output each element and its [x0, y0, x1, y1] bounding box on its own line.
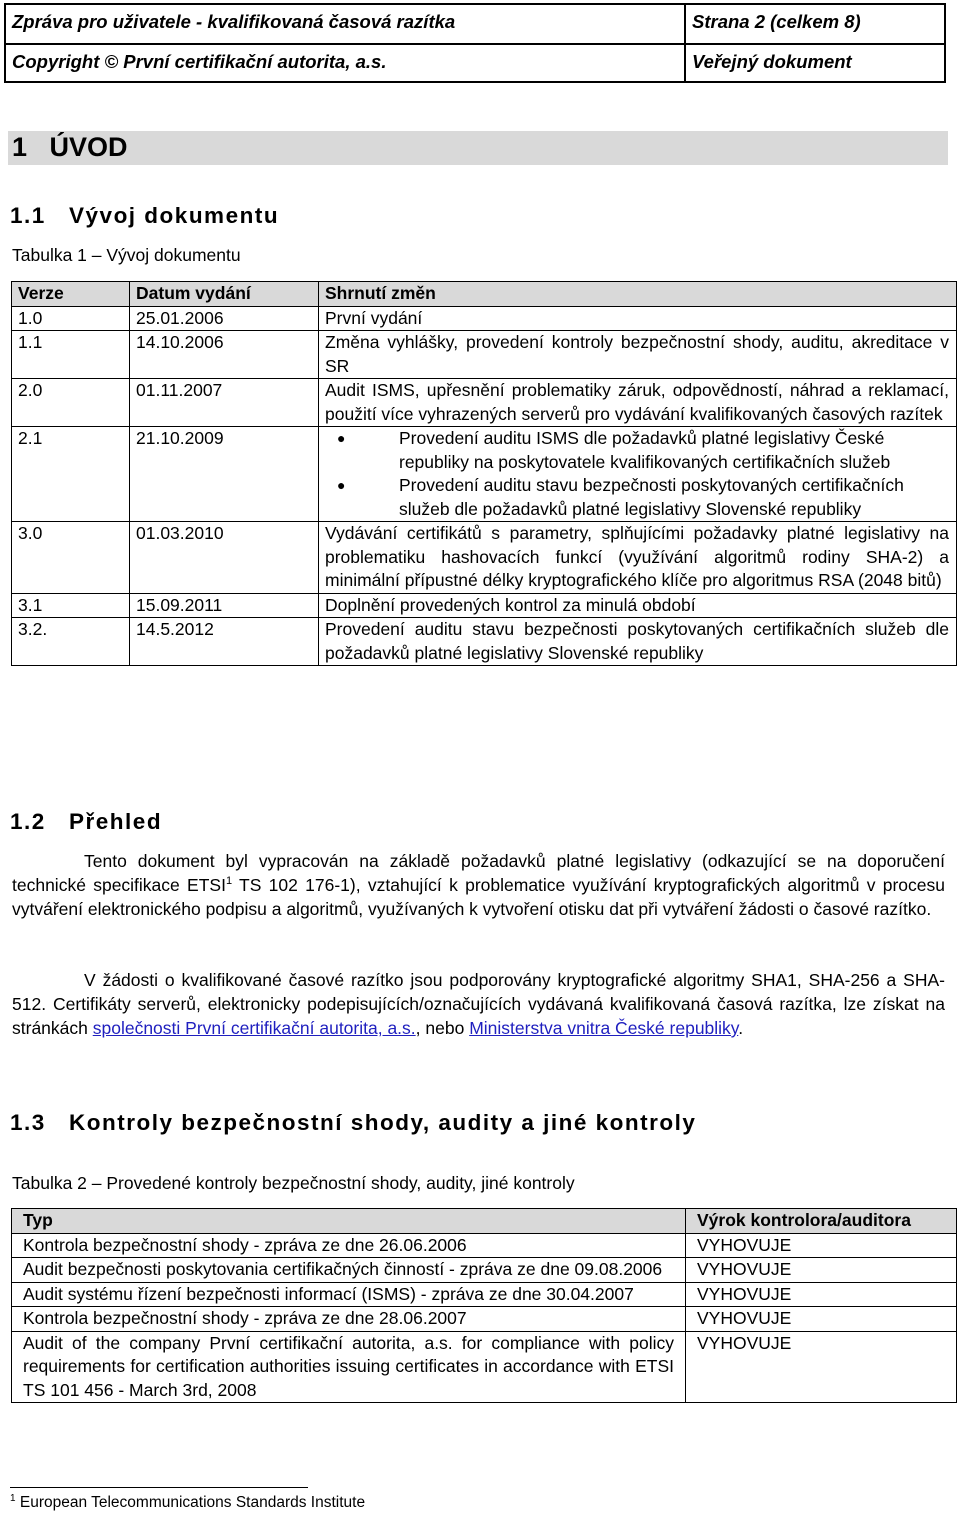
cell-datum: 01.03.2010	[130, 522, 319, 594]
footnote-ref: 1	[225, 875, 233, 888]
section-1-2-heading: 1.2 Přehled	[10, 809, 163, 834]
table-row	[12, 1307, 957, 1332]
header-page: Strana 2 (celkem 8)	[692, 11, 861, 32]
cell-datum: 01.11.2007	[130, 379, 319, 427]
column-header-datum: Datum vydání	[130, 282, 319, 307]
cell-vyrok: VYHOVUJE	[686, 1307, 957, 1332]
table-row	[12, 379, 957, 427]
bullet-icon: ●	[337, 477, 346, 493]
list-item	[337, 427, 956, 474]
table-2-caption: Tabulka 2 – Provedené kontroly bezpečnostní shody, audity, jiné kontroly	[12, 1173, 575, 1193]
cell-verze: 3.2.	[12, 618, 130, 666]
overview-p2-text-mid: , nebo	[415, 1018, 470, 1038]
bullet-icon: ●	[337, 430, 346, 446]
cell-vyrok: VYHOVUJE	[686, 1331, 957, 1403]
overview-p1-text-b: TS 102 176-1), vztahující k problematice využívání kryptografických algoritmů v procesu vytváření elektronického podpisu a algoritmů, využívaných k vytvoření otisku dat při vytváření žádosti o časové razítko.	[12, 875, 945, 919]
cell-datum: 15.09.2011	[130, 593, 319, 618]
table-row	[12, 1331, 957, 1403]
cell-zmeny: Audit ISMS, upřesnění problematiky záruk, odpovědností, náhrad a reklamací, použití více vyhrazených serverů pro vydávání kvalifikovaných časových razítek	[319, 379, 957, 427]
table-row	[12, 1233, 957, 1258]
overview-paragraph-2	[12, 968, 945, 1040]
cell-datum: 14.5.2012	[130, 618, 319, 666]
link-ministerstvo-vnitra[interactable]: Ministerstva vnitra České republiky	[469, 1018, 739, 1038]
list-item-text: Provedení auditu stavu bezpečnosti poskytovaných certifikačních služeb dle požadavků platné legislativy Slovenské republiky	[399, 475, 904, 519]
header-row-bottom	[6, 43, 944, 81]
list-item-text: Provedení auditu ISMS dle požadavků platné legislativy České republiky na poskytovatele kvalifikovaných certifikačních služeb	[399, 428, 891, 472]
overview-p1-text-a: Tento dokument byl vypracován na základě požadavků platné legislativy (odkazující se na doporučení technické specifikace ETSI	[12, 851, 945, 895]
header-row-top	[6, 5, 944, 43]
cell-datum: 21.10.2009	[130, 427, 319, 522]
footnote-separator	[10, 1487, 308, 1488]
table-row	[12, 618, 957, 666]
overview-p2-text-end: .	[738, 1018, 744, 1038]
cell-zmeny: První vydání	[319, 306, 957, 331]
paragraph-indent	[12, 851, 84, 871]
header-classification: Veřejný dokument	[692, 51, 852, 72]
section-1-3-heading: 1.3 Kontroly bezpečnostní shody, audity a jiné kontroly	[10, 1110, 697, 1135]
cell-verze: 2.0	[12, 379, 130, 427]
bullet-list	[337, 427, 956, 521]
column-header-zmeny: Shrnutí změn	[319, 282, 957, 307]
table-header-row	[12, 282, 957, 307]
cell-zmeny: Doplnění provedených kontrol za minulá období	[319, 593, 957, 618]
cell-verze: 2.1	[12, 427, 130, 522]
cell-verze: 3.0	[12, 522, 130, 594]
cell-zmeny: Provedení auditu stavu bezpečnosti poskytovaných certifikačních služeb dle požadavků platné legislativy Slovenské republiky	[319, 618, 957, 666]
cell-vyrok: VYHOVUJE	[686, 1282, 957, 1307]
page-header	[4, 3, 946, 83]
cell-zmeny: Změna vyhlášky, provedení kontroly bezpečnostní shody, auditu, akreditace v SR	[319, 331, 957, 379]
header-copyright: Copyright © První certifikační autorita, a.s.	[6, 45, 686, 81]
header-title: Zpráva pro uživatele - kvalifikovaná časová razítka	[6, 5, 686, 43]
cell-typ: Audit bezpečnosti poskytovania certifikačných činností - zpráva ze dne 09.08.2006	[12, 1258, 686, 1283]
table-row	[12, 331, 957, 379]
version-history-table	[11, 281, 957, 666]
section-1-1-heading: 1.1 Vývoj dokumentu	[10, 203, 280, 228]
column-header-typ: Typ	[12, 1209, 686, 1234]
overview-p2-text-a: V žádosti o kvalifikované časové razítko jsou podporovány kryptografické algoritmy SHA1, SHA-256 a SHA-512. Certifikáty serverů, elektronicky podepisujících/označujících vydávaná kvalifikovaná časová razítka, lze získat na stránkách	[12, 970, 945, 1038]
table-row	[12, 593, 957, 618]
cell-zmeny: Vydávání certifikátů s parametry, splňujícími požadavky platné legislativy na problematiku hashovacích funkcí (využívání algoritmů rodiny SHA-2) a minimální přípustné délky kryptografického klíče pro algoritmus RSA (2048 bitů)	[319, 522, 957, 594]
footnote-text: European Telecommunications Standards Institute	[15, 1494, 366, 1511]
cell-typ: Audit of the company První certifikační autorita, a.s. for compliance with policy requirements for certification authorities issuing certificates in accordance with ETSI TS 101 456 - March 3rd, 2008	[12, 1331, 686, 1403]
cell-verze: 3.1	[12, 593, 130, 618]
table-header-row	[12, 1209, 957, 1234]
table-row	[12, 427, 957, 522]
cell-typ: Audit systému řízení bezpečnosti informací (ISMS) - zpráva ze dne 30.04.2007	[12, 1282, 686, 1307]
section-1-heading: 1 ÚVOD	[8, 131, 948, 165]
overview-paragraph-1	[12, 849, 945, 921]
footnote-number: 1	[10, 1492, 16, 1504]
column-header-verze: Verze	[12, 282, 130, 307]
paragraph-indent	[12, 970, 84, 990]
link-prvni-certifikacni-autorita[interactable]: společnosti První certifikační autorita, a.s.	[92, 1018, 416, 1038]
cell-zmeny-bullets	[319, 427, 957, 522]
table-row	[12, 306, 957, 331]
audits-table	[11, 1208, 957, 1403]
cell-verze: 1.1	[12, 331, 130, 379]
footnote	[10, 1494, 365, 1512]
list-item	[337, 474, 956, 521]
table-row	[12, 1258, 957, 1283]
cell-datum: 25.01.2006	[130, 306, 319, 331]
column-header-vyrok: Výrok kontrolora/auditora	[686, 1209, 957, 1234]
table-row	[12, 1282, 957, 1307]
table-row	[12, 522, 957, 594]
cell-typ: Kontrola bezpečnostní shody - zpráva ze dne 26.06.2006	[12, 1233, 686, 1258]
cell-vyrok: VYHOVUJE	[686, 1258, 957, 1283]
cell-verze: 1.0	[12, 306, 130, 331]
cell-typ: Kontrola bezpečnostní shody - zpráva ze dne 28.06.2007	[12, 1307, 686, 1332]
cell-datum: 14.10.2006	[130, 331, 319, 379]
cell-vyrok: VYHOVUJE	[686, 1233, 957, 1258]
table-1-caption: Tabulka 1 – Vývoj dokumentu	[12, 245, 241, 265]
